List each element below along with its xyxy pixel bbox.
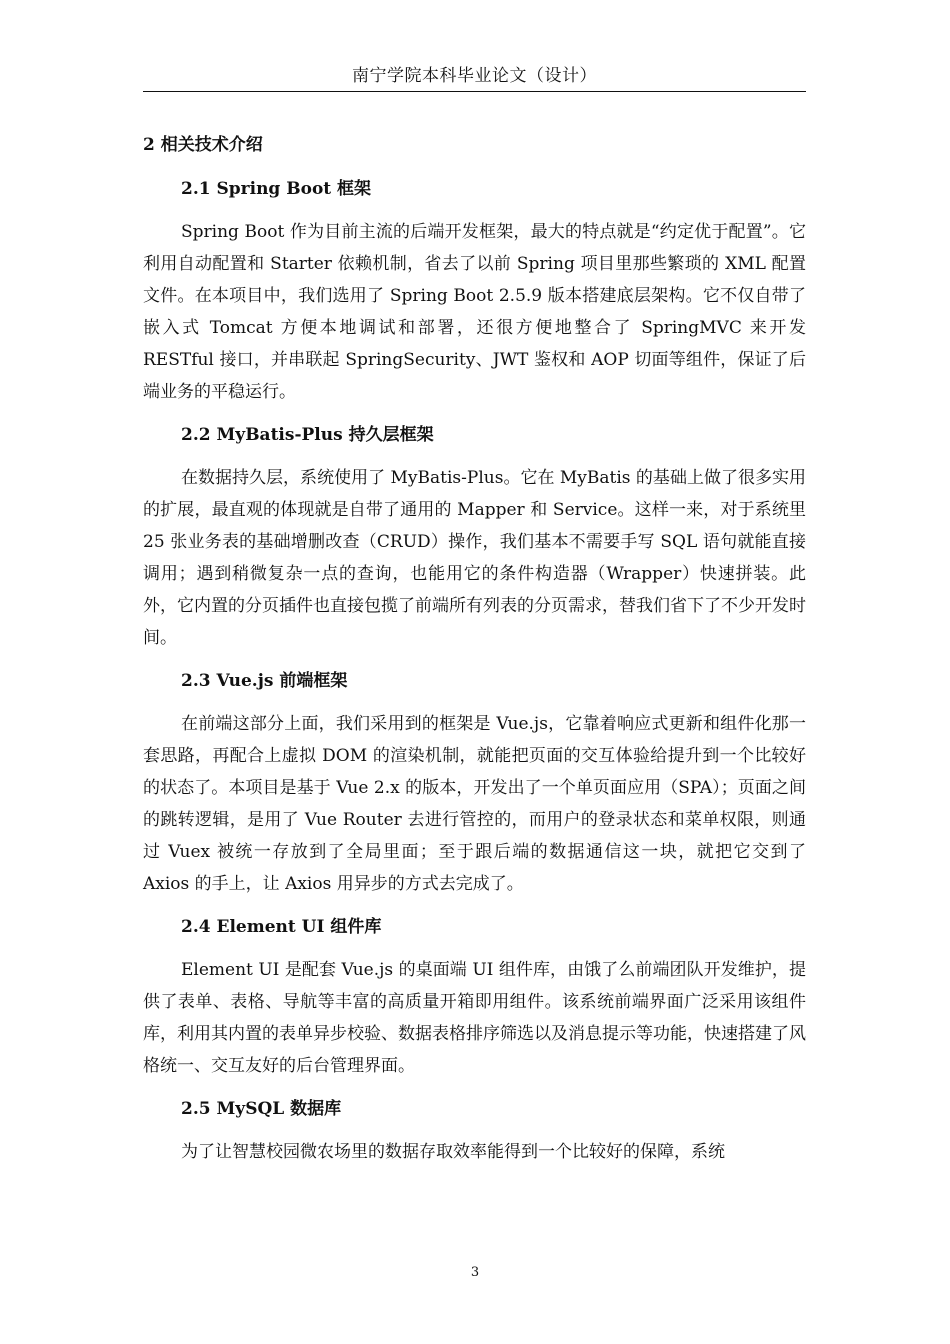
- paragraph-mybatis-plus: 在数据持久层，系统使用了 MyBatis-Plus。它在 MyBatis 的基础上做了很多实用的扩展，最直观的体现就是自带了通用的 Mapper 和 Service。这样一来，对于系统里 25 张业务表的基础增删改查（CRUD）操作，我们基本不需要手写 SQL 语句就能直接调用；遇到稍微复杂一点的查询，也能用它的条件构造器（Wrapper）快速拼装。此外，它内置的分页插件也直接包揽了前端所有列表的分页需求，替我们省下了不少开发时间。: [143, 468, 806, 648]
- header-divider: [143, 91, 806, 92]
- paragraph-vuejs: 在前端这部分上面，我们采用到的框架是 Vue.js，它靠着响应式更新和组件化那一套思路，再配合上虚拟 DOM 的渲染机制，就能把页面的交互体验给提升到一个比较好的状态了。本项目是基于 Vue 2.x 的版本，开发出了一个单页面应用（SPA）；页面之间的跳转逻辑，是用了 Vue Router 去进行管控的，而用户的登录状态和菜单权限，则通过 Vuex 被统一存放到了全局里面；至于跟后端的数据通信这一块，就把它交到了 Axios 的手上，让 Axios 用异步的方式去完成了。: [143, 714, 806, 894]
- section-heading-2-3: 2.3 Vue.js 前端框架: [181, 671, 348, 691]
- section-heading-2-1: 2.1 Spring Boot 框架: [181, 179, 372, 199]
- section-heading-2-2: 2.2 MyBatis-Plus 持久层框架: [181, 425, 434, 445]
- paragraph-mysql: 为了让智慧校园微农场里的数据存取效率能得到一个比较好的保障，系统: [181, 1142, 725, 1162]
- paragraph-element-ui: Element UI 是配套 Vue.js 的桌面端 UI 组件库，由饿了么前端团队开发维护，提供了表单、表格、导航等丰富的高质量开箱即用组件。该系统前端界面广泛采用该组件库，利用其内置的表单异步校验、数据表格排序筛选以及消息提示等功能，快速搭建了风格统一、交互友好的后台管理界面。: [143, 960, 806, 1076]
- page-body: [143, 130, 806, 1180]
- section-heading-2-4: 2.4 Element UI 组件库: [181, 917, 382, 937]
- chapter-heading: 2 相关技术介绍: [143, 135, 263, 155]
- section-heading-2-5: 2.5 MySQL 数据库: [181, 1099, 342, 1119]
- running-header: 南宁学院本科毕业论文（设计）: [352, 66, 597, 86]
- paragraph-spring-boot: Spring Boot 作为目前主流的后端开发框架，最大的特点就是“约定优于配置”。它利用自动配置和 Starter 依赖机制，省去了以前 Spring 项目里那些繁琐的 XML 配置文件。在本项目中，我们选用了 Spring Boot 2.5.9 版本搭建底层架构。它不仅自带了嵌入式 Tomcat 方便本地调试和部署，还很方便地整合了 SpringMVC 来开发 RESTful 接口，并串联起 SpringSecurity、JWT 鉴权和 AOP 切面等组件，保证了后端业务的平稳运行。: [143, 222, 806, 402]
- page-number: 3: [470, 1265, 480, 1280]
